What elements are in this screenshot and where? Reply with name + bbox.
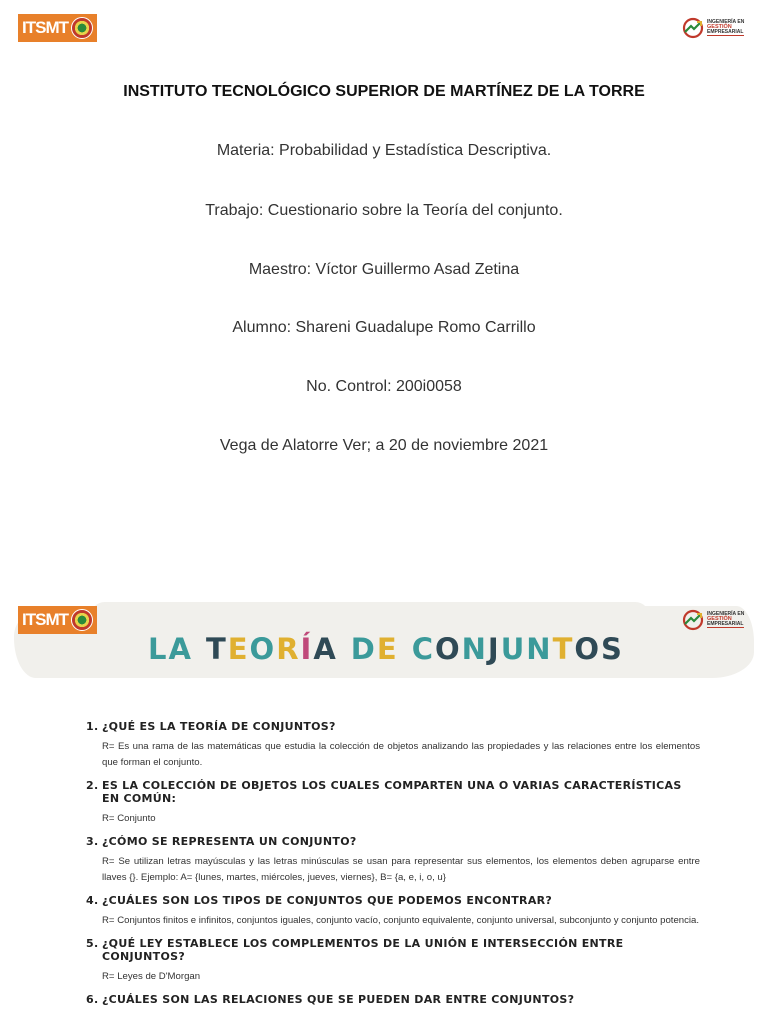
questionnaire-page: [0, 596, 768, 1024]
place-date-line: Vega de Alatorre Ver; a 20 de noviembre 2021: [219, 437, 549, 454]
title-letter: D: [350, 632, 377, 666]
question-number: 6.: [86, 993, 99, 1006]
question-heading: [86, 779, 700, 805]
seal-icon: [71, 17, 93, 39]
section-title: [148, 632, 624, 666]
question-heading: [86, 835, 700, 848]
control-line: No. Control: 200i0058: [306, 378, 462, 395]
ige-logo-line1: INGENIERÍA EN: [707, 610, 745, 617]
question-text: ¿CUÁLES SON LOS TIPOS DE CONJUNTOS QUE PODEMOS ENCONTRAR?: [102, 894, 553, 907]
question-list: [86, 720, 700, 1014]
question-heading: [86, 937, 700, 963]
ige-logo-line3: EMPRESARIAL: [707, 29, 744, 36]
title-letter: O: [249, 632, 277, 666]
question-text: ¿CUÁLES SON LAS RELACIONES QUE SE PUEDEN DAR ENTRE CONJUNTOS?: [102, 993, 575, 1006]
title-letter: O: [574, 632, 602, 666]
question-heading: [86, 720, 700, 733]
page-gap: [0, 560, 768, 596]
question-text: ¿CÓMO SE REPRESENTA UN CONJUNTO?: [102, 835, 357, 848]
title-letter: L: [148, 632, 169, 666]
question-text: ¿QUÉ LEY ESTABLECE LOS COMPLEMENTOS DE LA UNIÓN E INTERSECCIÓN ENTRE CONJUNTOS?: [102, 937, 624, 963]
seal-icon: [71, 609, 93, 631]
title-letter: Í: [300, 632, 314, 666]
itsmt-logo: [16, 14, 92, 42]
answer-text: R= Es una rama de las matemáticas que estudia la colección de objetos analizando las propiedades y las relaciones entre los elementos que forman el conjunto.: [102, 741, 700, 768]
ige-logo-line1: INGENIERÍA EN: [707, 18, 745, 25]
question-item: [86, 937, 700, 985]
subject-line: Materia: Probabilidad y Estadística Descriptiva.: [216, 142, 552, 159]
question-number: 2.: [86, 779, 99, 792]
question-item: [86, 779, 700, 827]
title-letter: J: [487, 632, 501, 666]
ige-logo: [682, 14, 748, 42]
question-number: 1.: [86, 720, 99, 733]
title-letter: N: [526, 632, 553, 666]
question-number: 3.: [86, 835, 99, 848]
ige-logo-line2: GESTIÓN: [707, 615, 732, 622]
answer-text: R= Conjunto: [102, 813, 156, 824]
answer-text: R= Conjuntos finitos e infinitos, conjuntos iguales, conjunto vacío, conjunto equivalente, conjunto universal, subconjunto y conjunto potencia.: [102, 915, 700, 926]
institute-name: INSTITUTO TECNOLÓGICO SUPERIOR DE MARTÍNEZ DE LA TORRE: [123, 83, 645, 100]
title-letter: S: [601, 632, 624, 666]
growth-arrow-icon: [682, 17, 704, 39]
banner-brush-top: [90, 602, 650, 632]
itsmt-logo-text: ITSMT: [22, 610, 68, 629]
question-item: [86, 720, 700, 771]
title-letter: A: [313, 632, 338, 666]
answer-text: R= Leyes de D'Morgan: [102, 971, 201, 982]
title-letter: U: [500, 632, 527, 666]
answer-text: R= Se utilizan letras mayúsculas y las letras minúsculas se usan para representar sus elementos, los elementos deben agruparse entre llaves {}. Ejemplo: A= {lunes, martes, miércoles, jueves, viernes}, B= {a, e, i, o, u}: [102, 856, 700, 883]
itsmt-logo-text: ITSMT: [22, 18, 68, 37]
question-text: ES LA COLECCIÓN DE OBJETOS LOS CUALES COMPARTEN UNA O VARIAS CARACTERÍSTICAS EN COMÚN:: [102, 779, 682, 805]
question-item: [86, 835, 700, 886]
question-item: [86, 993, 700, 1006]
question-number: 5.: [86, 937, 99, 950]
question-heading: [86, 894, 700, 907]
title-letter: T: [205, 632, 228, 666]
student-line: Alumno: Shareni Guadalupe Romo Carrillo: [232, 319, 536, 336]
ige-logo-line3: EMPRESARIAL: [707, 621, 744, 628]
title-letter: A: [168, 632, 193, 666]
title-letter: R: [276, 632, 301, 666]
question-number: 4.: [86, 894, 99, 907]
itsmt-logo-page2: [16, 606, 92, 634]
ige-logo-line2: GESTIÓN: [707, 23, 732, 30]
ige-logo-page2: [682, 606, 748, 634]
question-text: ¿QUÉ ES LA TEORÍA DE CONJUNTOS?: [102, 720, 336, 733]
work-line: Trabajo: Cuestionario sobre la Teoría del conjunto.: [205, 202, 563, 219]
title-letter: T: [552, 632, 575, 666]
title-letter: O: [434, 632, 462, 666]
growth-arrow-icon: [682, 609, 704, 631]
question-heading: [86, 993, 700, 1006]
title-letter: E: [227, 632, 250, 666]
title-letter: C: [411, 632, 435, 666]
question-item: [86, 894, 700, 929]
teacher-line: Maestro: Víctor Guillermo Asad Zetina: [248, 261, 520, 278]
title-letter: E: [376, 632, 399, 666]
title-letter: N: [461, 632, 488, 666]
